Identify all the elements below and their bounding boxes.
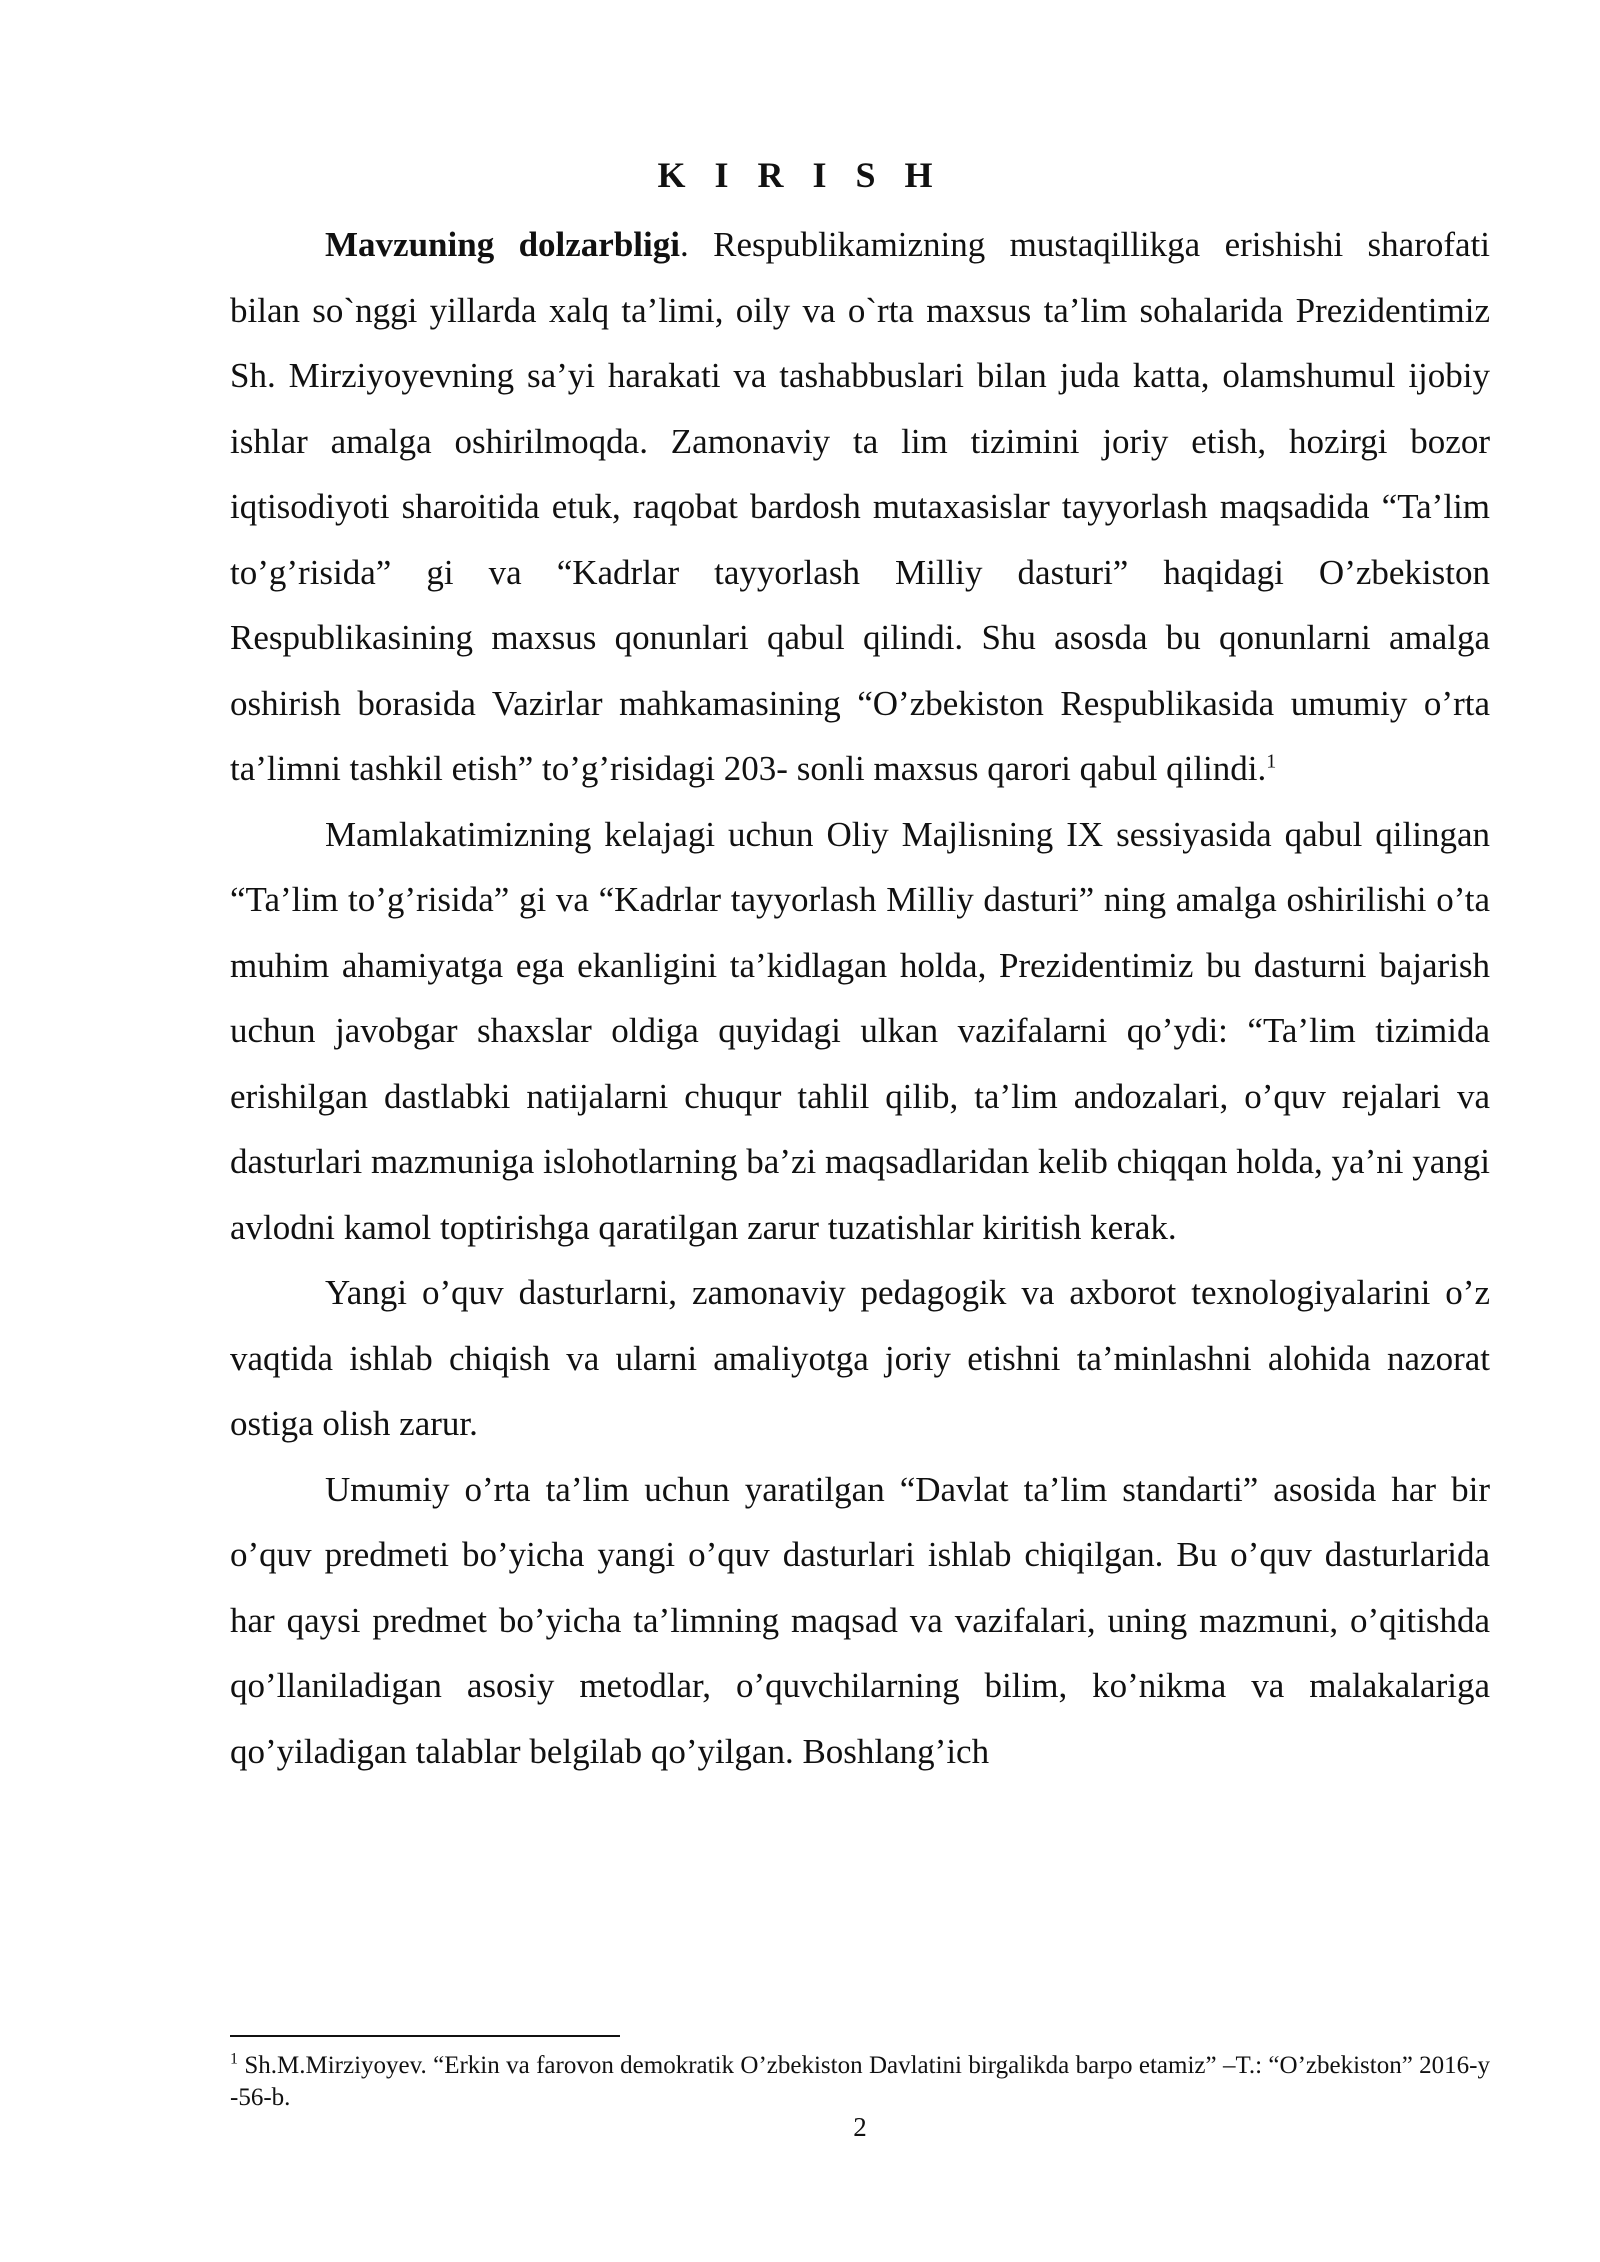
footnote-marker: 1 xyxy=(230,2050,238,2068)
paragraph-4 xyxy=(230,1457,1490,1785)
footnote-text: Sh.M.Mirziyoyev. “Erkin va farovon demokratik O’zbekiston Davlatini birgalikda barpo etamiz” –T.: “O’zbekiston” 2016-y -56-b. xyxy=(230,2052,1490,2111)
page-title: K I R I S H xyxy=(657,155,943,195)
paragraph-2 xyxy=(230,802,1490,1261)
paragraph-lead: Mavzuning dolzarbligi xyxy=(325,225,680,264)
paragraph-text: . Respublikamizning mustaqillikga erishishi sharofati bilan so`nggi yillarda xalq ta’limi, oily va o`rta maxsus ta’lim sohalarida Prezidentimiz Sh. Mirziyoyevning sa’yi harakati va tashabbuslari bilan juda katta, olamshumul ijobiy ishlar amalga oshirilmoqda. Zamonaviy ta lim tizimini joriy etish, hozirgi bozor iqtisodiyoti sharoitida etuk, raqobat bardosh mutaxasislar tayyorlash maqsadida “Ta’lim to’g’risida” gi va “Kadrlar tayyorlash Milliy dasturi” haqidagi O’zbekiston Respublikasining maxsus qonunlari qabul qilindi. Shu asosda bu qonunlarni amalga oshirish borasida Vazirlar mahkamasining “O’zbekiston Respublikasida umumiy o’rta ta’limni tashkil etish” to’g’risidagi 203- sonli maxsus qarori qabul qilindi. xyxy=(230,225,1490,788)
footnote xyxy=(230,2050,1490,2114)
paragraph-3 xyxy=(230,1260,1490,1457)
page-number: 2 xyxy=(853,2112,867,2142)
footnote-reference[interactable]: 1 xyxy=(1266,750,1277,773)
paragraph-text: Yangi o’quv dasturlarni, zamonaviy pedagogik va axborot texnologiyalarini o’z vaqtida ishlab chiqish va ularni amaliyotga joriy etishni ta’minlashni alohida nazorat ostiga olish zarur. xyxy=(230,1273,1490,1443)
paragraph-text: Umumiy o’rta ta’lim uchun yaratilgan “Davlat ta’lim standarti” asosida har bir o’quv predmeti bo’yicha yangi o’quv dasturlari ishlab chiqilgan. Bu o’quv dasturlarida har qaysi predmet bo’yicha ta’limning maqsad va vazifalari, uning mazmuni, o’qitishda qo’llaniladigan asosiy metodlar, o’quvchilarning bilim, ko’nikma va malakalariga qo’yiladigan talablar belgilab qo’yilgan. Boshlang’ich xyxy=(230,1469,1490,1771)
paragraph-1 xyxy=(230,212,1490,802)
footnote-divider xyxy=(230,2035,620,2037)
body-text xyxy=(230,212,1490,1784)
paragraph-text: Mamlakatimizning kelajagi uchun Oliy Majlisning IX sessiyasida qabul qilingan “Ta’lim to’g’risida” gi va “Kadrlar tayyorlash Milliy dasturi” ning amalga oshirilishi o’ta muhim ahamiyatga ega ekanligini ta’kidlagan holda, Prezidentimiz bu dasturni bajarish uchun javobgar shaxslar oldiga quyidagi ulkan vazifalarni qo’ydi: “Ta’lim tizimida erishilgan dastlabki natijalarni chuqur tahlil qilib, ta’lim andozalari, o’quv rejalari va dasturlari mazmuniga islohotlarning ba’zi maqsadlaridan kelib chiqqan holda, ya’ni yangi avlodni kamol toptirishga qaratilgan zarur tuzatishlar kiritish kerak. xyxy=(230,814,1490,1247)
